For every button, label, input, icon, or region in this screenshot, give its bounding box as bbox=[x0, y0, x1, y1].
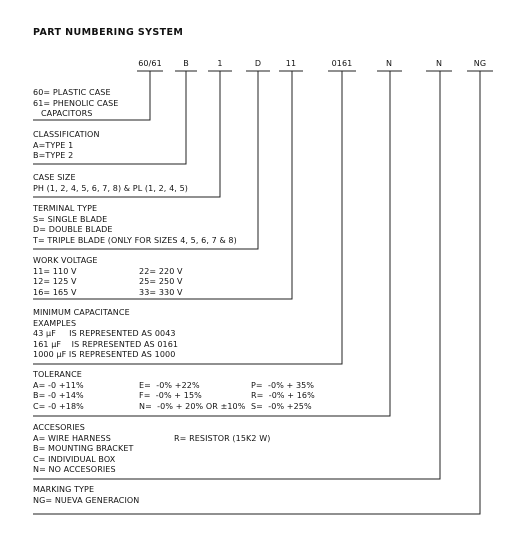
code-terminal: D bbox=[254, 59, 262, 68]
section-marking bbox=[33, 485, 139, 506]
capacitance-line: EXAMPLES bbox=[33, 318, 77, 328]
code-classification: B bbox=[183, 59, 189, 68]
case-size-line: PH (1, 2, 4, 5, 6, 7, 8) & PL (1, 2, 4, 5) bbox=[33, 183, 188, 193]
tolerance-line: C= -0 +18% bbox=[33, 401, 84, 411]
terminal-heading: TERMINAL TYPE bbox=[33, 204, 98, 213]
section-classification bbox=[33, 130, 100, 162]
accessories-line: B= MOUNTING BRACKET bbox=[33, 444, 134, 454]
tolerance-heading: TOLERANCE bbox=[33, 370, 82, 379]
section-accessories bbox=[33, 423, 133, 476]
tolerance-line: F= -0% + 15% bbox=[139, 391, 202, 401]
page-title: PART NUMBERING SYSTEM bbox=[33, 27, 184, 38]
code-accessories: N bbox=[435, 59, 443, 68]
tolerance-line: E= -0% +22% bbox=[139, 380, 200, 390]
tolerance-line: P= -0% + 35% bbox=[251, 380, 315, 390]
section-tolerance bbox=[33, 370, 84, 412]
voltage-line: 25= 250 V bbox=[139, 277, 183, 287]
accessories-heading: ACCESORIES bbox=[33, 423, 85, 432]
code-tolerance: N bbox=[385, 59, 393, 68]
capacitance-line: 1000 µF IS REPRESENTED AS 1000 bbox=[33, 350, 176, 360]
section-capacitance bbox=[33, 308, 178, 361]
marking-heading: MARKING TYPE bbox=[33, 485, 95, 494]
tolerance-column-2 bbox=[139, 381, 245, 413]
section-case-size bbox=[33, 173, 188, 194]
section-case bbox=[33, 88, 118, 120]
case-line: 60= PLASTIC CASE bbox=[33, 88, 111, 97]
capacitance-heading: MINIMUM CAPACITANCE bbox=[33, 308, 130, 317]
voltage-line: 16= 165 V bbox=[33, 287, 77, 297]
voltage-heading: WORK VOLTAGE bbox=[33, 256, 98, 265]
code-voltage: 11 bbox=[285, 59, 297, 68]
tolerance-line: A= -0 +11% bbox=[33, 380, 84, 390]
tolerance-line: S= -0% +25% bbox=[251, 401, 312, 411]
classification-line: A=TYPE 1 bbox=[33, 140, 74, 150]
classification-line: B=TYPE 2 bbox=[33, 151, 74, 161]
tolerance-line: R= -0% + 16% bbox=[251, 391, 315, 401]
capacitance-line: 161 µF IS REPRESENTED AS 0161 bbox=[33, 339, 179, 349]
code-marking: NG bbox=[473, 59, 487, 68]
terminal-line: D= DOUBLE BLADE bbox=[33, 225, 113, 235]
accessories-resistor: R= RESISTOR (15K2 W) bbox=[174, 433, 271, 443]
capacitance-line: 43 µF IS REPRESENTED AS 0043 bbox=[33, 329, 176, 339]
voltage-line: 33= 330 V bbox=[139, 287, 183, 297]
voltage-column-2 bbox=[139, 267, 183, 299]
tolerance-line: N= -0% + 20% OR ±10% bbox=[139, 401, 246, 411]
tolerance-column-3 bbox=[251, 381, 315, 413]
accessories-line: A= WIRE HARNESS bbox=[33, 433, 111, 443]
accessories-line: N= NO ACCESORIES bbox=[33, 465, 116, 475]
terminal-line: S= SINGLE BLADE bbox=[33, 214, 108, 224]
terminal-line: T= TRIPLE BLADE (ONLY FOR SIZES 4, 5, 6, 7 & 8) bbox=[33, 235, 237, 245]
code-capacitance: 0161 bbox=[331, 59, 353, 68]
code-case: 60/61 bbox=[138, 59, 162, 68]
case-line: CAPACITORS bbox=[41, 109, 93, 119]
section-voltage bbox=[33, 256, 98, 298]
voltage-line: 12= 125 V bbox=[33, 277, 77, 287]
voltage-line: 11= 110 V bbox=[33, 266, 77, 276]
tolerance-line: B= -0 +14% bbox=[33, 391, 84, 401]
marking-line: NG= NUEVA GENERACION bbox=[33, 495, 140, 505]
case-line: 61= PHENOLIC CASE bbox=[33, 98, 119, 108]
voltage-line: 22= 220 V bbox=[139, 266, 183, 276]
accessories-line: C= INDIVIDUAL BOX bbox=[33, 454, 116, 464]
classification-heading: CLASSIFICATION bbox=[33, 130, 100, 139]
case-size-heading: CASE SIZE bbox=[33, 173, 76, 182]
code-case-size: 1 bbox=[217, 59, 223, 68]
section-terminal bbox=[33, 204, 237, 246]
